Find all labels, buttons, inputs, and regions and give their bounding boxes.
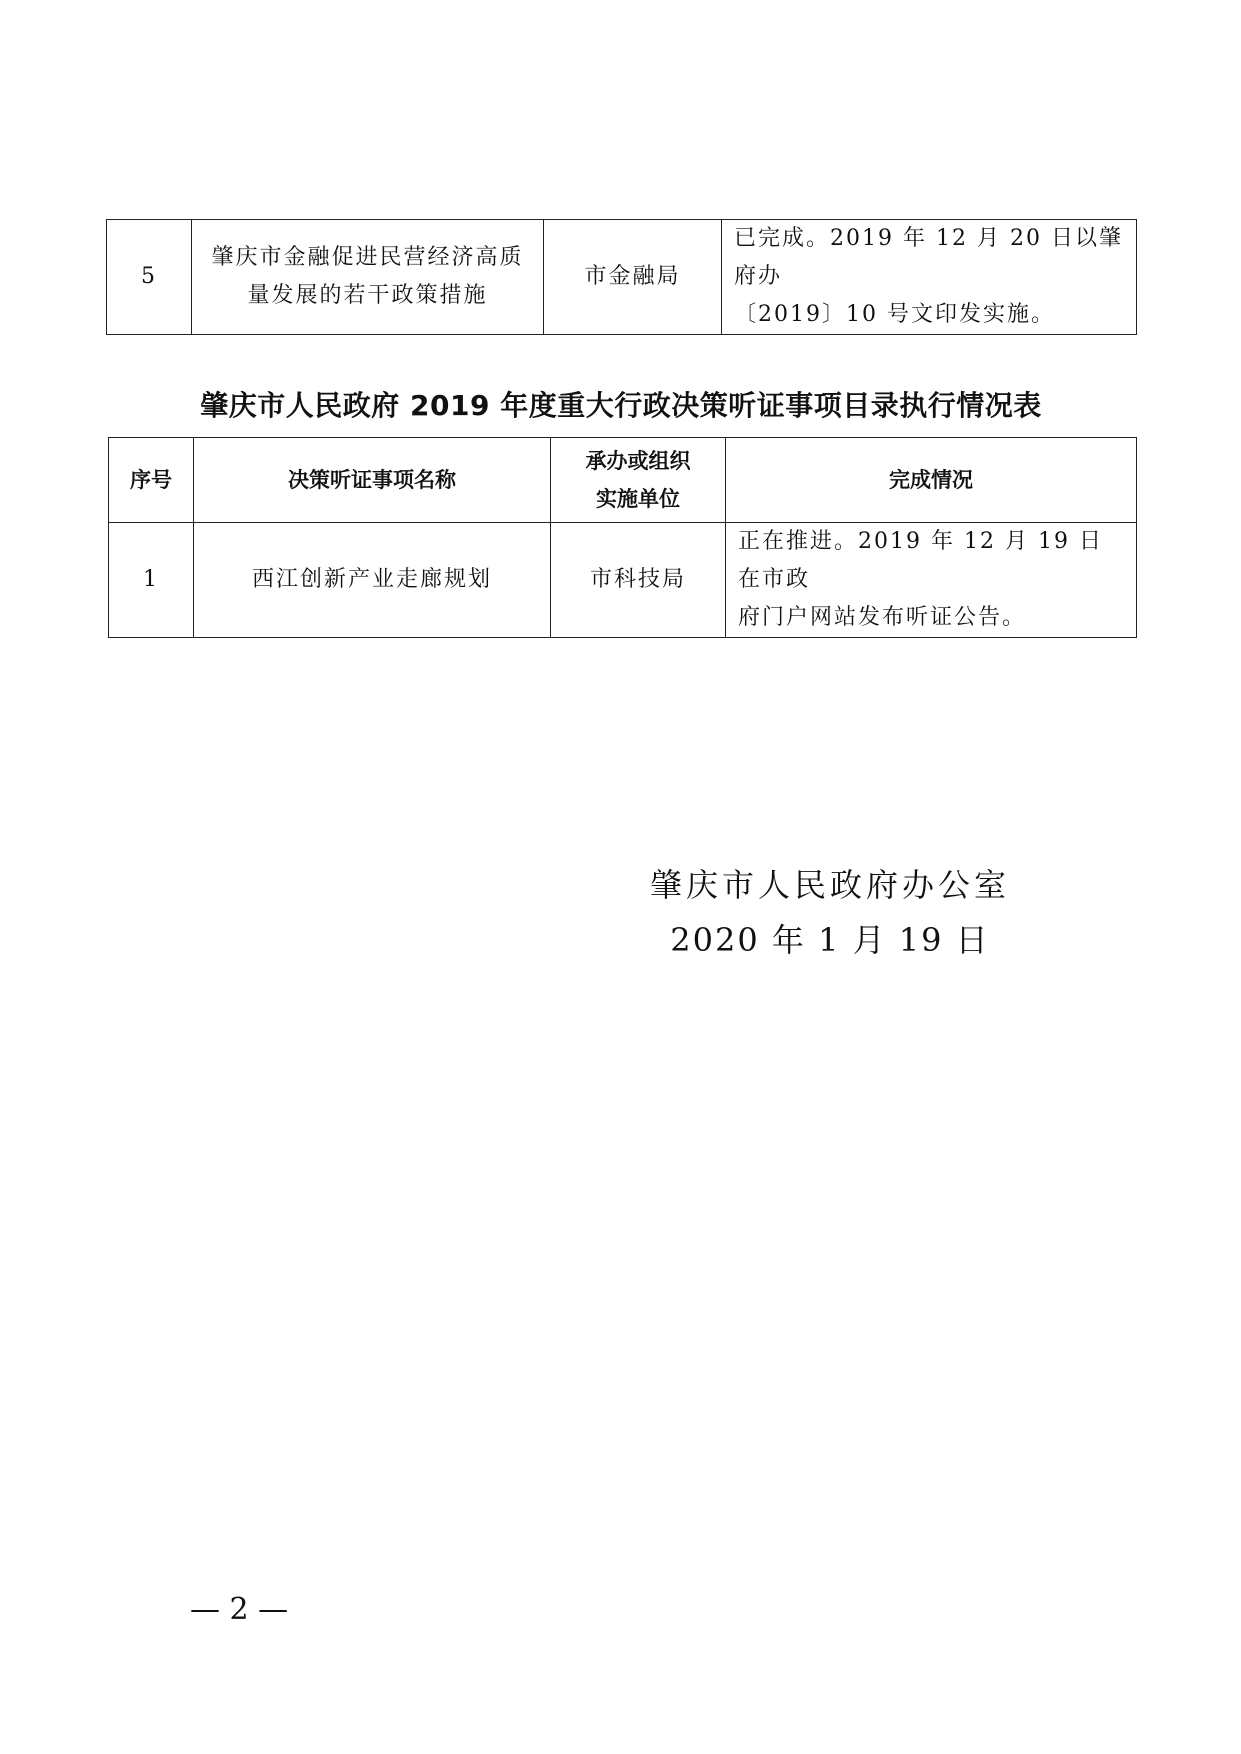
responsible-unit: 市科技局 (551, 523, 726, 638)
issuing-office: 肇庆市人民政府办公室 (649, 866, 1010, 904)
completion-status-line: 府门户网站发布听证公告。 (738, 605, 1027, 630)
decision-name-line: 肇庆市金融促进民营经济高质 (211, 245, 524, 270)
completion-status-line: 正在推进。2019 年 12 月 19 日在市政 (738, 529, 1103, 592)
header-responsible-unit (551, 438, 726, 523)
page-number: — 2 — (190, 1592, 289, 1627)
row-index: 5 (107, 220, 192, 335)
table-header-row (109, 438, 1137, 523)
row-index: 1 (109, 523, 194, 638)
previous-decisions-table (106, 219, 1137, 335)
issue-date: 2020 年 1 月 19 日 (670, 921, 990, 959)
header-status: 完成情况 (726, 438, 1137, 523)
section-title: 肇庆市人民政府 2019 年度重大行政决策听证事项目录执行情况表 (200, 389, 1042, 422)
hearing-items-table (108, 437, 1137, 638)
header-item-name: 决策听证事项名称 (194, 438, 551, 523)
responsible-unit: 市金融局 (544, 220, 722, 335)
completion-status-line: 已完成。2019 年 12 月 20 日以肇府办 (734, 226, 1123, 289)
table-row (109, 523, 1137, 638)
decision-name-line: 量发展的若干政策措施 (247, 283, 488, 308)
completion-status-cell (722, 220, 1137, 335)
completion-status-line: 〔2019〕10 号文印发实施。 (734, 302, 1055, 327)
completion-status-cell (726, 523, 1137, 638)
header-unit-line: 实施单位 (596, 487, 680, 511)
header-index: 序号 (109, 438, 194, 523)
table-row (107, 220, 1137, 335)
hearing-item-name: 西江创新产业走廊规划 (194, 523, 551, 638)
decision-name-cell (192, 220, 544, 335)
header-unit-line: 承办或组织 (585, 449, 691, 473)
